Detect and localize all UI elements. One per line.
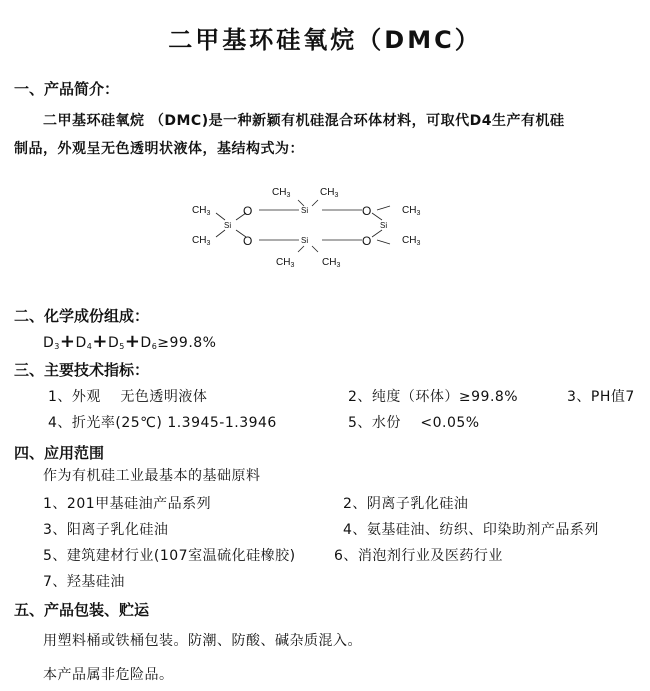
si-atom-left: Si [224,221,232,230]
o-atom-top-left: O [243,204,253,218]
ch3-left-bottom: $CH_3$ [192,235,211,247]
dmc-structure-diagram [180,180,440,275]
spec-item: 4、折光率(25℃) 1.3945-1.3946 [48,415,277,431]
spec-item: 5、水份 <0.05% [348,415,480,431]
application-item: 6、消泡剂行业及医药行业 [334,548,503,564]
intro-paragraph-line1: 二甲基环硅氧烷 （DMC)是一种新颖有机硅混合环体材料，可取代D4生产有机硅 [43,113,565,129]
ch3-top-right: $CH_3$ [320,187,339,199]
application-item: 1、201甲基硅油产品系列 [43,496,212,512]
o-atom-top-right: O [362,204,372,218]
application-item: 4、氨基硅油、纺织、印染助剂产品系列 [343,522,599,538]
spec-item: 1、外观 无色透明液体 [48,389,208,405]
section-heading-composition: 二、化学成份组成： [14,307,150,325]
si-atom-bottom: Si [301,236,309,245]
ch3-right-bottom: $CH_3$ [402,235,421,247]
spec-item: 2、纯度（环体）≥99.8% [348,389,519,405]
page-title: 二甲基环硅氧烷（DMC） [168,26,482,54]
o-atom-bottom-right: O [362,234,372,248]
ch3-right-top: $CH_3$ [402,205,421,217]
packaging-line1: 用塑料桶或铁桶包装。防潮、防酸、碱杂质混入。 [43,633,362,649]
section-heading-packaging: 五、产品包装、贮运 [14,601,150,619]
ch3-bottom-left: $CH_3$ [276,257,295,269]
section-heading-intro: 一、产品简介： [14,80,120,98]
section-heading-applications: 四、应用范围 [14,444,105,462]
spec-item: 3、PH值7 [567,389,635,405]
ch3-bottom-right: $CH_3$ [322,257,341,269]
section-heading-specs: 三、主要技术指标： [14,361,150,379]
ch3-left-top: $CH_3$ [192,205,211,217]
si-atom-right: Si [380,221,388,230]
composition-formula: $D_3+D_4+D_5+D_6\ge 99.8\%$ [43,331,217,352]
applications-intro: 作为有机硅工业最基本的基础原料 [43,468,261,484]
application-item: 7、羟基硅油 [43,574,125,590]
si-atom-top: Si [301,206,309,215]
application-item: 5、建筑建材行业(107室温硫化硅橡胶) [43,548,296,564]
o-atom-bottom-left: O [243,234,253,248]
ch3-top-left: $CH_3$ [272,187,291,199]
application-item: 2、阴离子乳化硅油 [343,496,469,512]
packaging-line2: 本产品属非危险品。 [43,667,174,683]
application-item: 3、阳离子乳化硅油 [43,522,169,538]
intro-paragraph-line2: 制品，外观呈无色透明状液体，基结构式为： [14,141,304,157]
